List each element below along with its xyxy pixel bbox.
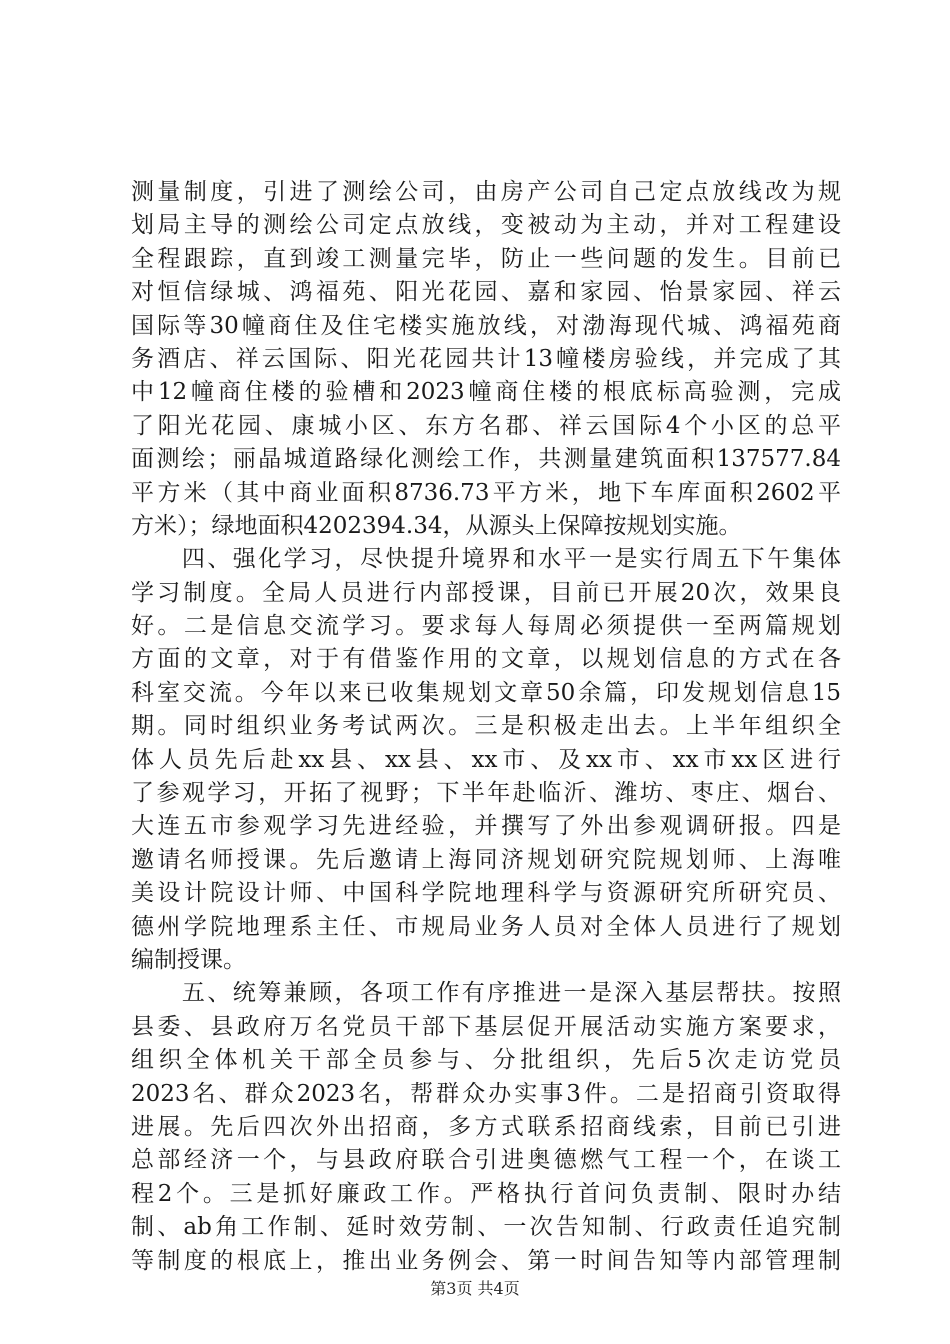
text-line: 学习制度。全局人员进行内部授课，目前已开展20次，效果良 [131,579,841,606]
text-line: 进展。先后四次外出招商，多方式联系招商线索，目前已引进 [131,1113,841,1140]
text-line: 等制度的根底上，推出业务例会、第一时间告知等内部管理制 [131,1247,841,1274]
text-line: 体人员先后赴xx县、xx县、xx市、及xx市、xx市xx区进行 [131,746,841,773]
text-line: 中12幢商住楼的验槽和2023幢商住楼的根底标高验测，完成 [131,379,841,406]
text-line: 总部经济一个，与县政府联合引进奥德燃气工程一个，在谈工 [131,1147,841,1174]
text-line: 了参观学习，开拓了视野；下半年赴临沂、潍坊、枣庄、烟台、 [131,780,841,807]
text-line: 美设计院设计师、中国科学院地理科学与资源研究所研究员、 [131,880,841,907]
text-line: 对恒信绿城、鸿福苑、阳光花园、嘉和家园、怡景家园、祥云 [131,279,841,306]
text-line: 程2个。三是抓好廉政工作。严格执行首问负责制、限时办结 [131,1180,841,1207]
text-line: 好。二是信息交流学习。要求每人每周必须提供一至两篇规划 [131,613,841,640]
text-line: 方米）；绿地面积4202394.34，从源头上保障按规划实施。 [131,512,742,539]
text-line: 划局主导的测绘公司定点放线，变被动为主动，并对工程建设 [131,212,841,239]
text-line: 了阳光花园、康城小区、东方名郡、祥云国际4个小区的总平 [131,412,841,439]
text-line: 编制授课。 [131,946,246,973]
text-line: 2023名、群众2023名，帮群众办实事3件。二是招商引资取得 [131,1080,841,1107]
text-line: 平方米（其中商业面积8736.73平方米，地下车库面积2602平 [131,479,841,506]
text-line: 德州学院地理系主任、市规局业务人员对全体人员进行了规划 [131,913,841,940]
text-line: 务酒店、祥云国际、阳光花园共计13幢楼房验线，并完成了其 [131,345,841,372]
page-number-footer: 第3页 共4页 [430,1279,520,1298]
text-line: 国际等30幢商住及住宅楼实施放线，对渤海现代城、鸿福苑商 [131,312,841,339]
text-line: 制、ab角工作制、延时效劳制、一次告知制、行政责任追究制 [131,1214,841,1241]
text-line: 面测绘；丽晶城道路绿化测绘工作，共测量建筑面积137577.84 [131,446,841,473]
text-line: 四、强化学习，尽快提升境界和水平一是实行周五下午集体 [131,546,841,573]
text-line: 方面的文章，对于有借鉴作用的文章，以规划信息的方式在各 [131,646,841,673]
text-line: 邀请名师授课。先后邀请上海同济规划研究院规划师、上海唯 [131,846,841,873]
text-line: 科室交流。今年以来已收集规划文章50余篇，印发规划信息15 [131,679,841,706]
text-line: 五、统筹兼顾，各项工作有序推进一是深入基层帮扶。按照 [131,980,841,1007]
text-line: 县委、县政府万名党员干部下基层促开展活动实施方案要求， [131,1013,841,1040]
text-line: 组织全体机关干部全员参与、分批组织，先后5次走访党员 [131,1047,841,1074]
text-line: 测量制度，引进了测绘公司，由房产公司自己定点放线改为规 [131,179,841,205]
body-text [131,176,841,1278]
text-line: 大连五市参观学习先进经验，并撰写了外出参观调研报。四是 [131,813,841,840]
text-line: 全程跟踪，直到竣工测量完毕，防止一些问题的发生。目前已 [131,245,841,272]
text-line: 期。同时组织业务考试两次。三是积极走出去。上半年组织全 [131,713,841,740]
